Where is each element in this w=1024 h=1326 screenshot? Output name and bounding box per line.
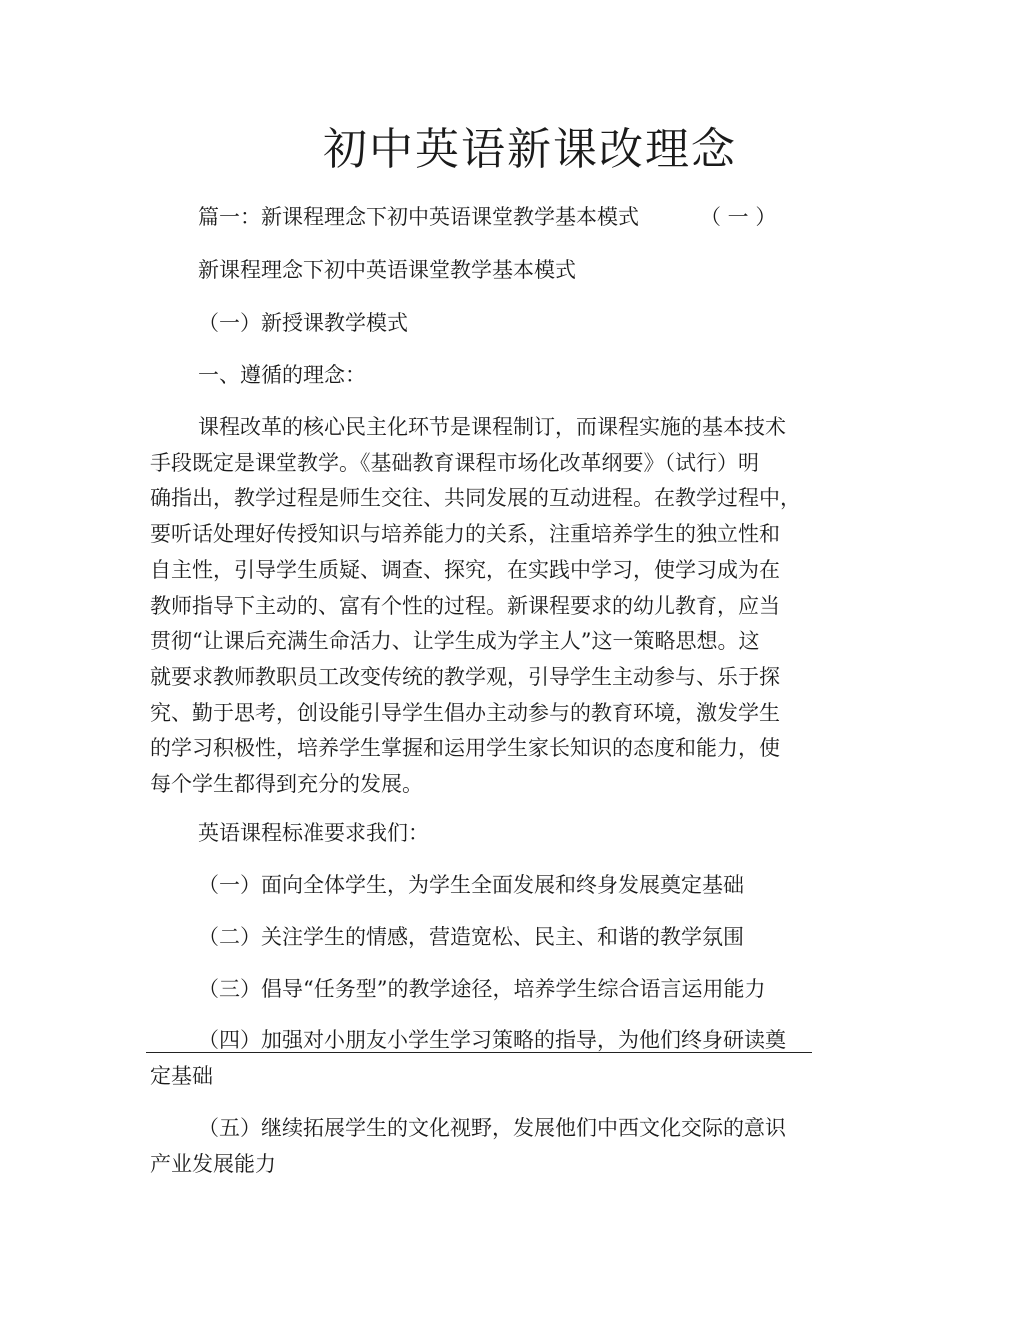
chapter-heading-suffix: （ 一 ） (700, 205, 777, 229)
paragraph-line: 自主性，引导学生质疑、调查、探究，在实践中学习，使学习成为在 (150, 557, 780, 582)
horizontal-rule (146, 1052, 812, 1053)
standards-intro: 英语课程标准要求我们： (198, 821, 429, 845)
paragraph-line: 教师指导下主动的、富有个性的过程。新课程要求的幼儿教育，应当 (150, 593, 780, 618)
standard-item-2: （二）关注学生的情感，营造宽松、民主、和谐的教学氛围 (198, 925, 744, 949)
subheading: 新课程理念下初中英语课堂教学基本模式 (198, 258, 576, 282)
section-heading: （一）新授课教学模式 (198, 311, 408, 335)
standard-item-5-continued: 产业发展能力 (150, 1152, 276, 1176)
document-title: 初中英语新课改理念 (323, 124, 737, 175)
paragraph-line: 就要求教师教职员工改变传统的教学观，引导学生主动参与、乐于探 (150, 664, 780, 689)
paragraph-line: 每个学生都得到充分的发展。 (150, 772, 423, 797)
body-paragraph (150, 410, 801, 803)
paragraph-line: 贯彻“让课后充满生命活力、让学生成为学主人”这一策略思想。这 (150, 629, 760, 654)
standard-item-1: （一）面向全体学生，为学生全面发展和终身发展奠定基础 (198, 873, 744, 897)
paragraph-line: 课程改革的核心民主化环节是课程制订，而课程实施的基本技术 (198, 415, 786, 439)
paragraph-line: 究、勤于思考，创设能引导学生倡办主动参与的教育环境，激发学生 (150, 700, 780, 725)
standard-item-3: （三）倡导“任务型”的教学途径，培养学生综合语言运用能力 (198, 977, 766, 1001)
standard-item-4-continued: 定基础 (150, 1064, 213, 1088)
principle-heading: 一、遵循的理念： (198, 363, 366, 387)
paragraph-line: 要听话处理好传授知识与培养能力的关系，注重培养学生的独立性和 (150, 522, 780, 547)
chapter-heading: 篇一：新课程理念下初中英语课堂教学基本模式 (198, 205, 639, 229)
paragraph-line: 确指出，教学过程是师生交往、共同发展的互动进程。在教学过程中， (150, 486, 801, 511)
standard-item-5: （五）继续拓展学生的文化视野，发展他们中西文化交际的意识 (198, 1116, 786, 1140)
standard-item-4: （四）加强对小朋友小学生学习策略的指导，为他们终身研读奠 (198, 1028, 786, 1052)
paragraph-line: 手段既定是课堂教学。《基础教育课程市场化改革纲要》（试行）明 (150, 450, 759, 475)
paragraph-line: 的学习积极性，培养学生掌握和运用学生家长知识的态度和能力，使 (150, 736, 780, 761)
